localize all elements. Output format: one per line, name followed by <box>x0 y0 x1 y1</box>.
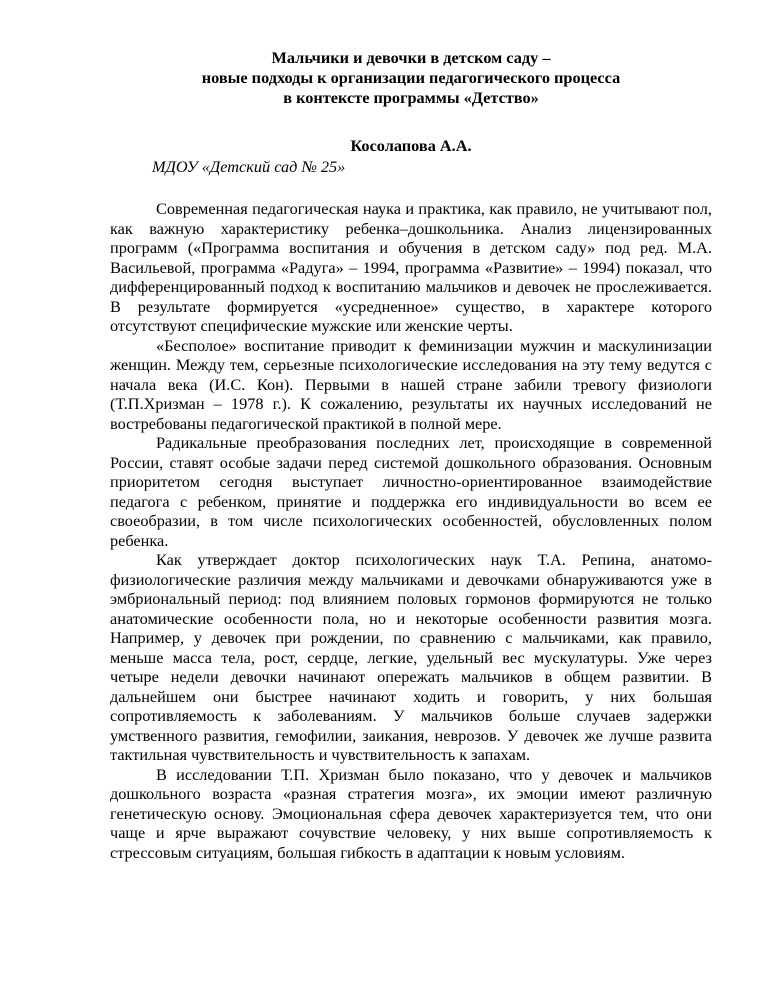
title-line-2: новые подходы к организации педагогического процесса <box>201 68 621 87</box>
author-name: Косолапова А.А. <box>350 136 472 155</box>
paragraph-3: Радикальные преобразования последних лет, происходящие в современной России, ставят особые задачи перед системой дошкольного образования. Основным приоритетом сегодня выступает личностно-ориентированное взаимодействие педагога с ребенком, принятие и поддержка его индивидуальности во всем ее своеобразии, в том числе психологических особенностей, обусловленных полом ребенка. <box>110 433 712 550</box>
paragraph-4: Как утверждает доктор психологических наук Т.А. Репина, анатомо-физиологические различия между мальчиками и девочками обнаруживаются уже в эмбриональный период: под влиянием половых гормонов формируются не только анатомические особенности пола, но и некоторые особенности развития мозга. Например, у девочек при рождении, по сравнению с мальчиками, как правило, меньше масса тела, рост, сердце, легкие, удельный вес мускулатуры. Уже через четыре недели девочки начинают опережать мальчиков в общем развитии. В дальнейшем они быстрее начинают ходить и говорить, у них большая сопротивляемость к заболеваниям. У мальчиков больше случаев задержки умственного развития, гемофилии, заикания, неврозов. У девочек же лучше развита тактильная чувствительность и чувствительность к запахам. <box>110 550 712 764</box>
paragraph-5: В исследовании Т.П. Хризман было показано, что у девочек и мальчиков дошкольного возраста «разная стратегия мозга», их эмоции имеют различную генетическую основу. Эмоциональная сфера девочек характеризуется тем, что они чаще и ярче выражают сочувствие человеку, у них выше сопротивляемость к стрессовым ситуациям, большая гибкость в адаптации к новым условиям. <box>110 764 712 862</box>
paragraph-1: Современная педагогическая наука и практика, как правило, не учитывают пол, как важную характеристику ребенка–дошкольника. Анализ лицензированных программ («Программа воспитания и обучения в детском саду» под ред. М.А. Васильевой, программа «Радуга» – 1994, программа «Развитие» – 1994) показал, что дифференцированный подход к воспитанию мальчиков и девочек не прослеживается. В результате формируется «усредненное» существо, в характере которого отсутствуют специфические мужские или женские черты. <box>110 199 712 335</box>
paragraph-2: «Бесполое» воспитание приводит к феминизации мужчин и маскулинизации женщин. Между тем, серьезные психологические исследования на эту тему ведутся с начала века (И.С. Кон). Первыми в нашей стране забили тревогу физиологи (Т.П.Хризман – 1978 г.). К сожалению, результаты их научных исследований не востребованы педагогической практикой в полной мере. <box>110 335 712 433</box>
document-page <box>110 48 712 862</box>
organization-name: МДОУ «Детский сад № 25» <box>152 157 346 176</box>
document-title <box>110 48 712 108</box>
title-line-3: в контексте программы «Детство» <box>283 88 539 107</box>
document-body <box>110 199 712 862</box>
title-line-1: Мальчики и девочки в детском саду – <box>271 48 551 67</box>
